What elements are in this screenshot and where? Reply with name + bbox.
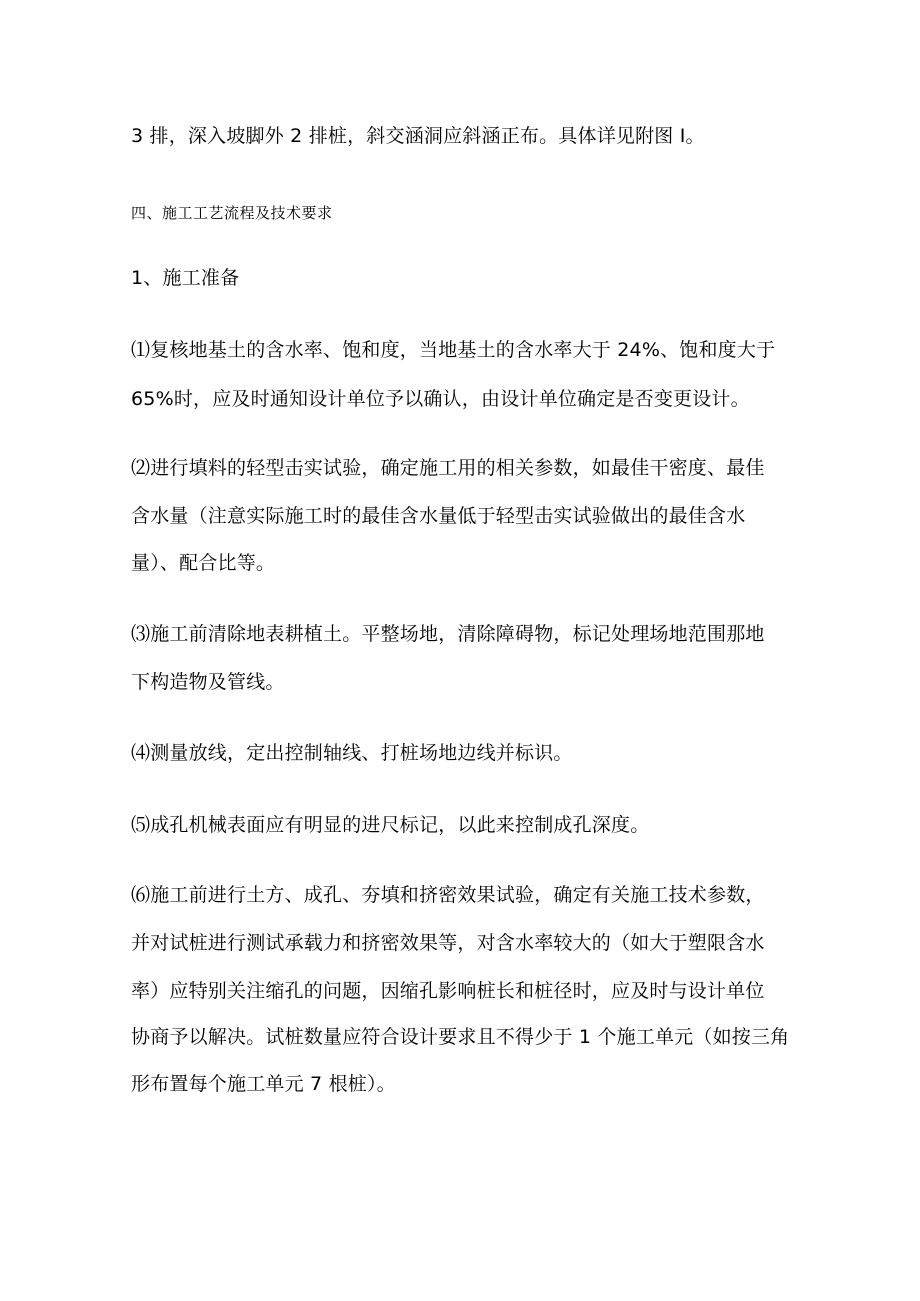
item-6-line-5: 形布置每个施工单元 7 根桩）。 bbox=[131, 1073, 396, 1095]
item-6-line-1: ⑹施工前进行土方、成孔、夯填和挤密效果试验，确定有关施工技术参数， bbox=[131, 884, 765, 906]
item-1-line-2: 65%时，应及时通知设计单位予以确认，由设计单位确定是否变更设计。 bbox=[131, 388, 750, 410]
subsection-heading: 1、施工准备 bbox=[131, 267, 240, 289]
item-5-line-1: ⑸成孔机械表面应有明显的进尺标记，以此来控制成孔深度。 bbox=[131, 814, 650, 836]
item-2-line-3: 量）、配合比等。 bbox=[131, 552, 276, 574]
item-4-line-1: ⑷测量放线，定出控制轴线、打桩场地边线并标识。 bbox=[131, 742, 573, 764]
item-2-line-2: 含水量（注意实际施工时的最佳含水量低于轻型击实试验做出的最佳含水 bbox=[131, 505, 746, 527]
item-6-line-2: 并对试桩进行测试承载力和挤密效果等，对含水率较大的（如大于塑限含水 bbox=[131, 932, 765, 954]
item-6-line-3: 率）应特别关注缩孔的问题，因缩孔影响桩长和桩径时，应及时与设计单位 bbox=[131, 980, 765, 1002]
item-6-line-4: 协商予以解决。试桩数量应符合设计要求且不得少于 1 个施工单元（如按三角 bbox=[131, 1026, 790, 1048]
section-heading: 四、施工工艺流程及技术要求 bbox=[131, 204, 333, 222]
item-2-line-1: ⑵进行填料的轻型击实试验，确定施工用的相关参数，如最佳干密度、最佳 bbox=[131, 457, 765, 479]
item-3-line-1: ⑶施工前清除地表耕植土。平整场地，清除障碍物，标记处理场地范围那地 bbox=[131, 623, 765, 645]
intro-line: 3 排，深入坡脚外 2 排桩，斜交涵洞应斜涵正布。具体详见附图 I。 bbox=[131, 125, 705, 147]
item-3-line-2: 下构造物及管线。 bbox=[131, 671, 285, 693]
item-1-line-1: ⑴复核地基土的含水率、饱和度，当地基土的含水率大于 24%、饱和度大于 bbox=[131, 339, 776, 361]
